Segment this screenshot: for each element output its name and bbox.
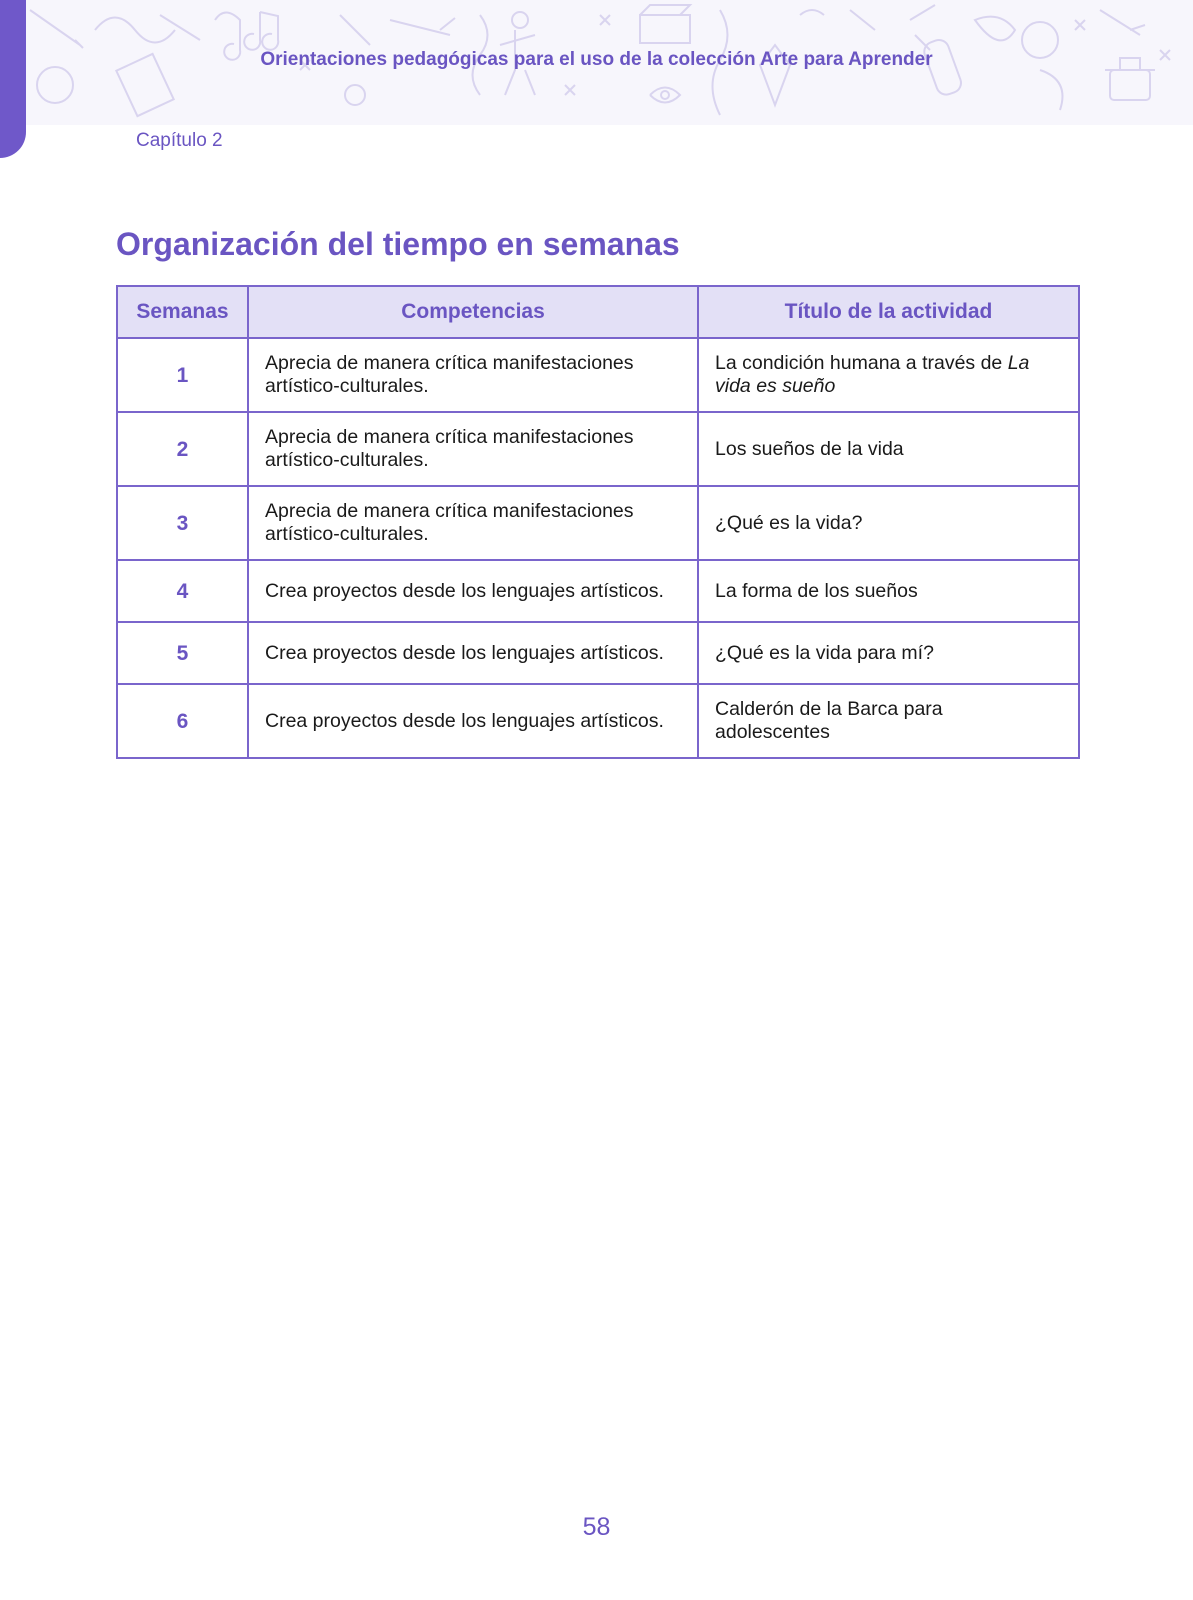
table-row [117,338,1079,412]
table-row [117,560,1079,622]
activity-title-cell: La forma de los sueños [698,560,1079,622]
chapter-side-tab [0,0,26,158]
running-header-title: Orientaciones pedagógicas para el uso de la colección Arte para Aprender [260,49,933,70]
activity-title-text: La condición humana a través de [715,352,1008,374]
column-header-competences: Competencias [248,286,698,338]
section-title: Organización del tiempo en semanas [116,226,680,262]
competence-cell: Aprecia de manera crítica manifestaciones artístico-culturales. [248,338,698,412]
competence-cell: Crea proyectos desde los lenguajes artísticos. [248,622,698,684]
week-number: 2 [117,412,248,486]
table-row [117,486,1079,560]
activity-title-cell [698,338,1079,412]
table-header-row [117,286,1079,338]
competence-cell: Crea proyectos desde los lenguajes artísticos. [248,684,698,758]
table-row [117,684,1079,758]
chapter-label: Capítulo 2 [136,130,223,151]
column-header-weeks: Semanas [117,286,248,338]
activity-title-italic: La vida es sueño [715,352,1030,397]
weekly-schedule-table [116,285,1080,759]
table-row [117,412,1079,486]
activity-title-cell: Calderón de la Barca para adolescentes [698,684,1079,758]
week-number: 5 [117,622,248,684]
column-header-activity-title: Título de la actividad [698,286,1079,338]
competence-cell: Aprecia de manera crítica manifestaciones artístico-culturales. [248,412,698,486]
activity-title-cell: Los sueños de la vida [698,412,1079,486]
week-number: 6 [117,684,248,758]
week-number: 1 [117,338,248,412]
page-number: 58 [582,1513,611,1541]
week-number: 4 [117,560,248,622]
table-row [117,622,1079,684]
week-number: 3 [117,486,248,560]
header-band [0,0,1193,125]
competence-cell: Crea proyectos desde los lenguajes artísticos. [248,560,698,622]
competence-cell: Aprecia de manera crítica manifestaciones artístico-culturales. [248,486,698,560]
activity-title-cell: ¿Qué es la vida? [698,486,1079,560]
activity-title-cell: ¿Qué es la vida para mí? [698,622,1079,684]
